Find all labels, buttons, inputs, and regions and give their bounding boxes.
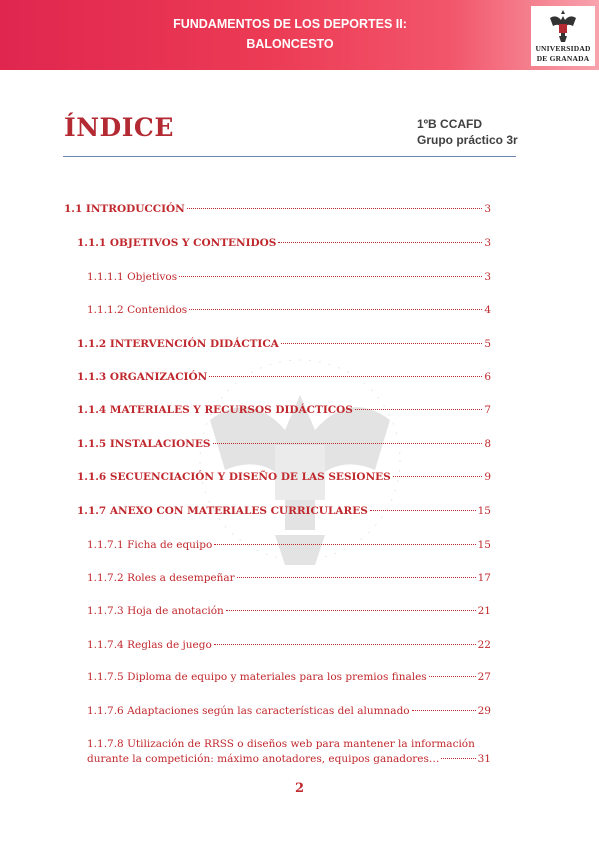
toc-leader-dots (187, 208, 483, 209)
toc-entry[interactable] (87, 705, 491, 717)
course-title-line2: BALONCESTO (246, 37, 334, 51)
toc-leader-dots (226, 610, 476, 611)
toc-leader-dots (281, 343, 482, 344)
toc-entry-label: 1.1.7.5 Diploma de equipo y materiales para los premios finales (87, 671, 427, 683)
toc-entry-page: 8 (484, 438, 491, 450)
toc-leader-dots (189, 309, 482, 310)
page-number: 2 (294, 781, 305, 796)
toc-entry-label: 1.1.5 INSTALACIONES (77, 438, 211, 450)
toc-entry[interactable] (87, 271, 491, 283)
toc-leader-dots (393, 476, 483, 477)
toc-entry[interactable] (77, 471, 491, 483)
toc-entry[interactable] (87, 304, 491, 316)
toc-entry-page: 3 (484, 237, 491, 249)
toc-entry-label: 1.1.7.3 Hoja de anotación (87, 605, 224, 617)
toc-entry-page: 29 (477, 705, 491, 717)
toc-entry-label: 1.1.7.6 Adaptaciones según las características del alumnado (87, 705, 410, 717)
toc-entry-page: 6 (484, 371, 491, 383)
toc-leader-dots (370, 510, 476, 511)
toc-leader-dots (214, 644, 476, 645)
toc-entry-page: 3 (484, 271, 491, 283)
toc-entry-page: 15 (477, 505, 491, 517)
toc-entry-page: 7 (484, 404, 491, 416)
toc-leader-dots (429, 676, 476, 677)
toc-entry-page: 27 (477, 671, 491, 683)
toc-entry-label: 1.1.7.4 Reglas de juego (87, 639, 212, 651)
toc-leader-dots (209, 376, 482, 377)
group-info-line1: 1ºB CCAFD (417, 117, 483, 131)
toc-entry[interactable] (77, 237, 491, 249)
toc-leader-dots (213, 443, 483, 444)
toc-entry[interactable] (77, 438, 491, 450)
toc-entry-page: 31 (477, 753, 491, 765)
toc-entry-label: 1.1.7.1 Ficha de equipo (87, 539, 213, 551)
toc-leader-dots (355, 409, 482, 410)
toc-entry-label: 1.1.1 OBJETIVOS Y CONTENIDOS (77, 237, 277, 249)
toc-entry-page: 3 (484, 203, 491, 215)
toc-entry-label: 1.1.4 MATERIALES Y RECURSOS DIDÁCTICOS (77, 404, 353, 416)
toc-entry[interactable] (87, 639, 491, 651)
toc-entry[interactable] (87, 605, 491, 617)
toc-entry[interactable] (64, 203, 491, 215)
toc-entry-page: 22 (477, 639, 491, 651)
toc-entry-label-line1: 1.1.7.8 Utilización de RRSS o diseños web para mantener la información (87, 738, 475, 750)
course-title-line1: FUNDAMENTOS DE LOS DEPORTES II: (173, 17, 407, 31)
toc-leader-dots (237, 577, 476, 578)
toc-entry-page: 4 (484, 304, 491, 316)
toc-entry[interactable] (77, 371, 491, 383)
logo-text-line1: UNIVERSIDAD (535, 44, 591, 53)
toc-entry-label-line2: durante la competición: máximo anotadores, equipos ganadores… (87, 753, 440, 765)
toc-entry-label: 1.1.7 ANEXO CON MATERIALES CURRICULARES (77, 505, 368, 517)
toc-entry-page: 21 (477, 605, 491, 617)
toc-entry-label: 1.1.3 ORGANIZACIÓN (77, 371, 208, 383)
toc-entry-page: 9 (484, 471, 491, 483)
toc-entry-label: 1.1.1.1 Objetivos (87, 271, 178, 283)
toc-leader-dots (412, 710, 476, 711)
logo-text-line2: DE GRANADA (536, 54, 590, 63)
toc-entry-label: 1.1.1.2 Contenidos (87, 304, 188, 316)
toc-entry[interactable] (87, 539, 491, 551)
toc-entry[interactable] (77, 338, 491, 350)
toc-leader-dots (214, 544, 475, 545)
toc-leader-dots (441, 758, 475, 759)
toc-entry-page: 17 (477, 572, 491, 584)
toc-entry-label: 1.1.6 SECUENCIACIÓN Y DISEÑO DE LAS SESIONES (77, 471, 391, 483)
toc-entry-label: 1.1 INTRODUCCIÓN (64, 203, 185, 215)
toc-entry-label: 1.1.7.2 Roles a desempeñar (87, 572, 235, 584)
toc-entry[interactable] (87, 572, 491, 584)
toc-entry[interactable] (87, 738, 491, 765)
toc-entry[interactable] (77, 505, 491, 517)
page-title: ÍNDICE (64, 113, 174, 142)
toc-entry-page: 5 (484, 338, 491, 350)
toc-leader-dots (278, 242, 482, 243)
toc-entry-page: 15 (477, 539, 491, 551)
toc-entry[interactable] (77, 404, 491, 416)
toc-leader-dots (179, 276, 482, 277)
toc-entry[interactable] (87, 671, 491, 683)
toc-entry-label: 1.1.2 INTERVENCIÓN DIDÁCTICA (77, 338, 279, 350)
group-info-line2: Grupo práctico 3r (417, 133, 518, 147)
